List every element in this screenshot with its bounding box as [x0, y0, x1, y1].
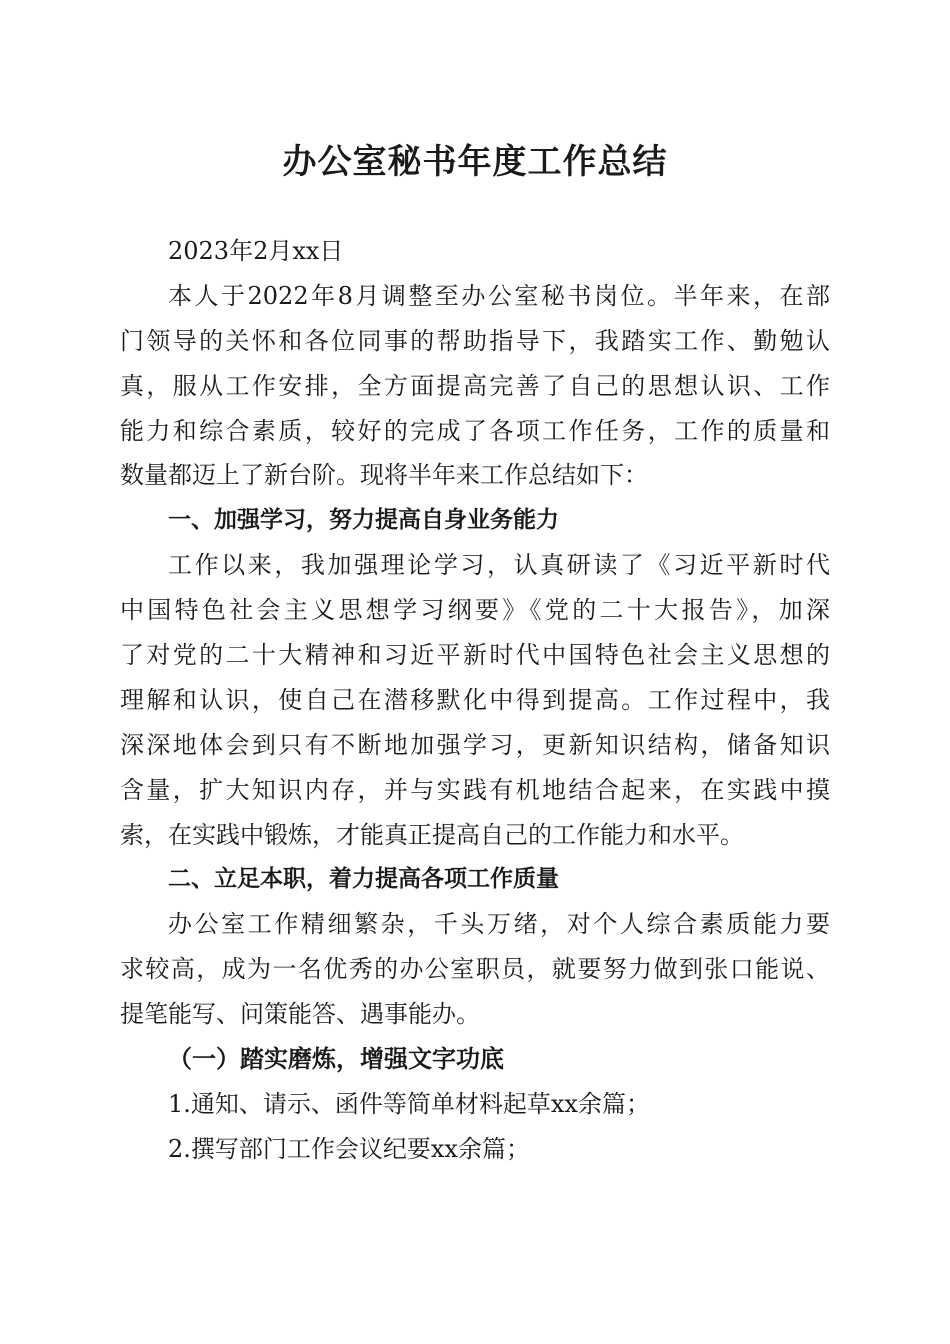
section1-line: 索，在实践中锻炼，才能真正提高自己的工作能力和水平。: [120, 820, 744, 849]
section2-line: 提笔能写、问策能答、遇事能办。: [120, 1000, 480, 1029]
document-body: [120, 229, 830, 1172]
list-item: 2.撰写部门工作会议纪要xx余篇；: [168, 1134, 530, 1163]
section1-line: 了对党的二十大精神和习近平新时代中国特色社会主义思想的: [120, 641, 830, 670]
section1-line: 中国特色社会主义思想学习纲要》《党的二十大报告》，加深: [120, 596, 830, 625]
section1-line: 工作以来，我加强理论学习，认真研读了《习近平新时代: [168, 551, 830, 580]
document-date: 2023年2月xx日: [168, 237, 344, 265]
section-heading-1: 一、加强学习，努力提高自身业务能力: [168, 507, 559, 534]
intro-line: 数量都迈上了新台阶。现将半年来工作总结如下：: [120, 461, 648, 490]
subsection-heading: （一）踏实磨炼，增强文字功底: [168, 1044, 504, 1074]
intro-line: 门领导的关怀和各位同事的帮助指导下，我踏实工作、勤勉认: [120, 326, 830, 355]
list-item: 1.通知、请示、函件等简单材料起草xx余篇；: [168, 1089, 650, 1118]
document-title: 办公室秘书年度工作总结: [282, 142, 668, 182]
section-heading-2: 二、立足本职，着力提高各项工作质量: [168, 866, 559, 893]
intro-line: 能力和综合素质，较好的完成了各项工作任务，工作的质量和: [120, 416, 830, 445]
section1-line: 含量，扩大知识内存，并与实践有机地结合起来，在实践中摸: [120, 775, 830, 804]
section2-line: 求较高，成为一名优秀的办公室职员，就要努力做到张口能说、: [120, 955, 830, 984]
section1-line: 深深地体会到只有不断地加强学习，更新知识结构，储备知识: [120, 730, 830, 759]
intro-line: 真，服从工作安排，全方面提高完善了自己的思想认识、工作: [120, 371, 830, 400]
intro-line: 本人于2022年8月调整至办公室秘书岗位。半年来，在部: [168, 281, 830, 310]
section1-line: 理解和认识，使自己在潜移默化中得到提高。工作过程中，我: [120, 685, 830, 714]
section2-line: 办公室工作精细繁杂，千头万绪，对个人综合素质能力要: [168, 910, 830, 939]
